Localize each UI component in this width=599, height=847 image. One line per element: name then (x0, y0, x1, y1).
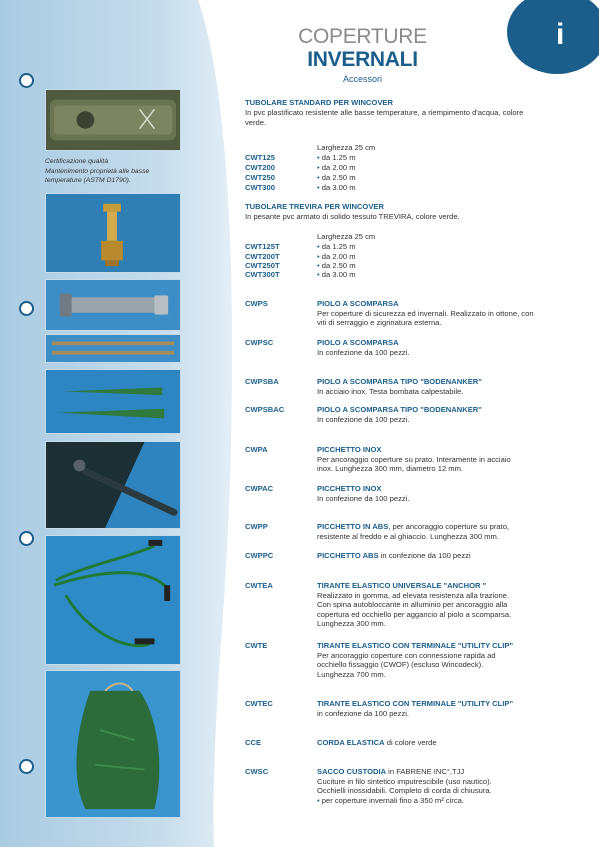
product-entry (317, 738, 579, 748)
product-title: PICCHETTO IN ABS (317, 522, 389, 531)
product-code: CWPA (245, 445, 268, 454)
product-desc-line (317, 738, 579, 748)
product-title: PIOLO A SCOMPARSA TIPO "BODENANKER" (317, 377, 482, 386)
product-desc: occhiello fissaggio (CWOF) (escluso Wincodeck). (317, 660, 484, 670)
product-entry (317, 551, 579, 561)
section-description: In pesante pvc armato di solido tessuto TREVIRA, colore verde. (245, 212, 460, 221)
product-desc: In confezione da 100 pezzi. (317, 414, 410, 424)
product-title: PIOLO A SCOMPARSA TIPO "BODENANKER" (317, 405, 482, 414)
product-desc: in confezione da 100 pezzi (378, 551, 471, 560)
size-value: • da 1.25 m (317, 153, 356, 162)
section-title: TUBOLARE STANDARD PER WINCOVER (245, 98, 393, 107)
caption-line: Certificazione qualità (45, 158, 109, 165)
product-code: CCE (245, 738, 262, 747)
photo-tubolare (45, 89, 181, 151)
product-code: CWT300T (245, 270, 280, 279)
caption-quality (45, 157, 195, 185)
product-entry (317, 522, 579, 541)
product-desc: Con spina autobloccante in alluminio per ancoraggio alla (317, 600, 508, 610)
product-desc: , per ancoraggio coperture su prato, (388, 522, 510, 531)
product-title: SACCO CUSTODIA (317, 767, 387, 776)
product-desc: Lunghezza 300 mm. (317, 619, 386, 629)
product-code: CWT300 (245, 183, 275, 192)
product-desc: In acciaio inox. Testa bombata calpestabile. (317, 386, 464, 396)
product-entry (317, 767, 579, 805)
product-code: CWT125 (245, 153, 275, 162)
width-label: Larghezza 25 cm (317, 143, 376, 152)
page-title-line1: COPERTURE (298, 25, 427, 48)
size-value-text: da 2.50 m (321, 261, 356, 270)
product-entry (317, 445, 579, 474)
size-value: • da 1.25 m (317, 242, 356, 251)
product-code: CWPS (245, 299, 268, 308)
photo-tirante (45, 535, 181, 665)
product-code: CWPSC (245, 338, 274, 347)
section-title: TUBOLARE TREVIRA PER WINCOVER (245, 202, 384, 211)
product-code: CWPSBA (245, 377, 279, 386)
photo-piolo (45, 193, 181, 273)
product-code: CWTEA (245, 581, 273, 590)
photo-picchetto (45, 441, 181, 529)
product-desc: viti di serraggio e zigrinatura esterna. (317, 318, 442, 328)
size-value-text: da 3.00 m (321, 183, 356, 192)
size-value-text: da 2.50 m (321, 173, 356, 182)
product-title: CORDA ELASTICA (317, 738, 385, 747)
product-code: CWTE (245, 641, 268, 650)
photo-piolo-scomparsa (45, 279, 181, 331)
product-desc: in FABRENE INC°,TJJ (386, 767, 465, 776)
product-desc: per coperture invernali fino a 350 m² circa. (321, 795, 465, 805)
product-desc-line (317, 522, 579, 532)
product-code: CWPAC (245, 484, 274, 493)
section-description: verde. (245, 118, 267, 127)
product-desc: Per coperture di sicurezza ed invernali. Realizzato in ottone, con (317, 308, 534, 318)
product-code: CWT250 (245, 173, 275, 182)
page-subtitle: Accessori (342, 74, 382, 84)
product-title: TIRANTE ELASTICO CON TERMINALE "UTILITY CLIP" (317, 641, 514, 650)
product-entry (317, 699, 579, 718)
photo-barre (45, 334, 181, 363)
product-title: TIRANTE ELASTICO UNIVERSALE "ANCHOR " (317, 581, 487, 590)
product-title: PICCHETTO INOX (317, 484, 382, 493)
product-entry (317, 484, 579, 503)
info-icon: i (556, 18, 565, 51)
product-code: CWT125T (245, 242, 280, 251)
product-desc: Per ancoraggio coperture su prato. Interamente in acciaio (317, 454, 511, 464)
size-value-text: da 1.25 m (321, 153, 356, 162)
size-value-text: da 2.00 m (321, 252, 356, 261)
product-code: CWTEC (245, 699, 273, 708)
section-description: In pvc plastificato resistente alle basse temperature, a riempimento d'acqua, colore (245, 108, 524, 117)
size-value: • da 2.00 m (317, 163, 356, 172)
product-title: PICCHETTO INOX (317, 445, 382, 454)
product-desc: In confezione da 100 pezzi. (317, 347, 410, 357)
product-desc: Per ancoraggio coperture con connessione rapida ad (317, 650, 496, 660)
product-desc: Realizzato in gomma, ad elevata resistenza alla trazione. (317, 590, 510, 600)
product-desc-line: • per coperture invernali fino a 350 m² circa. (317, 795, 465, 805)
product-desc: di colore verde (384, 738, 437, 747)
product-title: PIOLO A SCOMPARSA (317, 299, 399, 308)
size-value: • da 3.00 m (317, 183, 356, 192)
product-entry (317, 299, 579, 328)
page-title-line2: INVERNALI (307, 48, 418, 71)
product-desc-line (317, 551, 579, 561)
size-value: • da 2.50 m (317, 173, 356, 182)
size-value-text: da 2.00 m (321, 163, 356, 172)
product-code: CWSC (245, 767, 269, 776)
width-label: Larghezza 25 cm (317, 232, 376, 241)
product-title: TIRANTE ELASTICO CON TERMINALE "UTILITY CLIP" (317, 699, 514, 708)
product-desc: Lunghezza 700 mm. (317, 669, 386, 679)
product-entry (317, 338, 579, 357)
product-code: CWPPC (245, 551, 274, 560)
caption-line: temperature (ASTM D1790). (45, 177, 131, 184)
ring-hole (19, 759, 34, 774)
product-entry (317, 405, 579, 424)
ring-hole (19, 531, 34, 546)
ring-hole (19, 73, 34, 88)
product-code: CWT200 (245, 163, 275, 172)
product-code: CWPP (245, 522, 268, 531)
product-code: CWPSBAC (245, 405, 285, 414)
product-desc: Occhielli inossidabili. Completo di corda di chiusura. (317, 786, 492, 796)
size-value: • da 2.00 m (317, 252, 356, 261)
product-entry (317, 581, 579, 629)
product-desc: copertura ed occhiello per aggancio al piolo a scomparsa. (317, 609, 512, 619)
product-entry (317, 377, 579, 396)
product-code: CWT250T (245, 261, 280, 270)
product-desc: in confezione da 100 pezzi. (317, 708, 410, 718)
product-desc: Cuciture in filo sintetico imputrescibile (uso nautico). (317, 776, 492, 786)
size-value-text: da 1.25 m (321, 242, 356, 251)
product-code: CWT200T (245, 252, 280, 261)
photo-sacco (45, 670, 181, 818)
size-value: • da 2.50 m (317, 261, 356, 270)
product-title: PIOLO A SCOMPARSA (317, 338, 399, 347)
product-desc: resistente al freddo e al ghiaccio. Lunghezza 300 mm. (317, 531, 499, 541)
caption-line: Mantenimento proprietà alle basse (45, 168, 150, 175)
product-desc: inox. Lunghezza 300 mm, diametro 12 mm. (317, 464, 464, 474)
size-value: • da 3.00 m (317, 270, 356, 279)
product-desc: In confezione da 100 pezzi. (317, 493, 410, 503)
size-value-text: da 3.00 m (321, 270, 356, 279)
photo-bodenanker (45, 369, 181, 434)
product-title: PICCHETTO ABS (317, 551, 379, 560)
product-entry (317, 641, 579, 679)
product-desc-line (317, 767, 579, 777)
ring-hole (19, 301, 34, 316)
